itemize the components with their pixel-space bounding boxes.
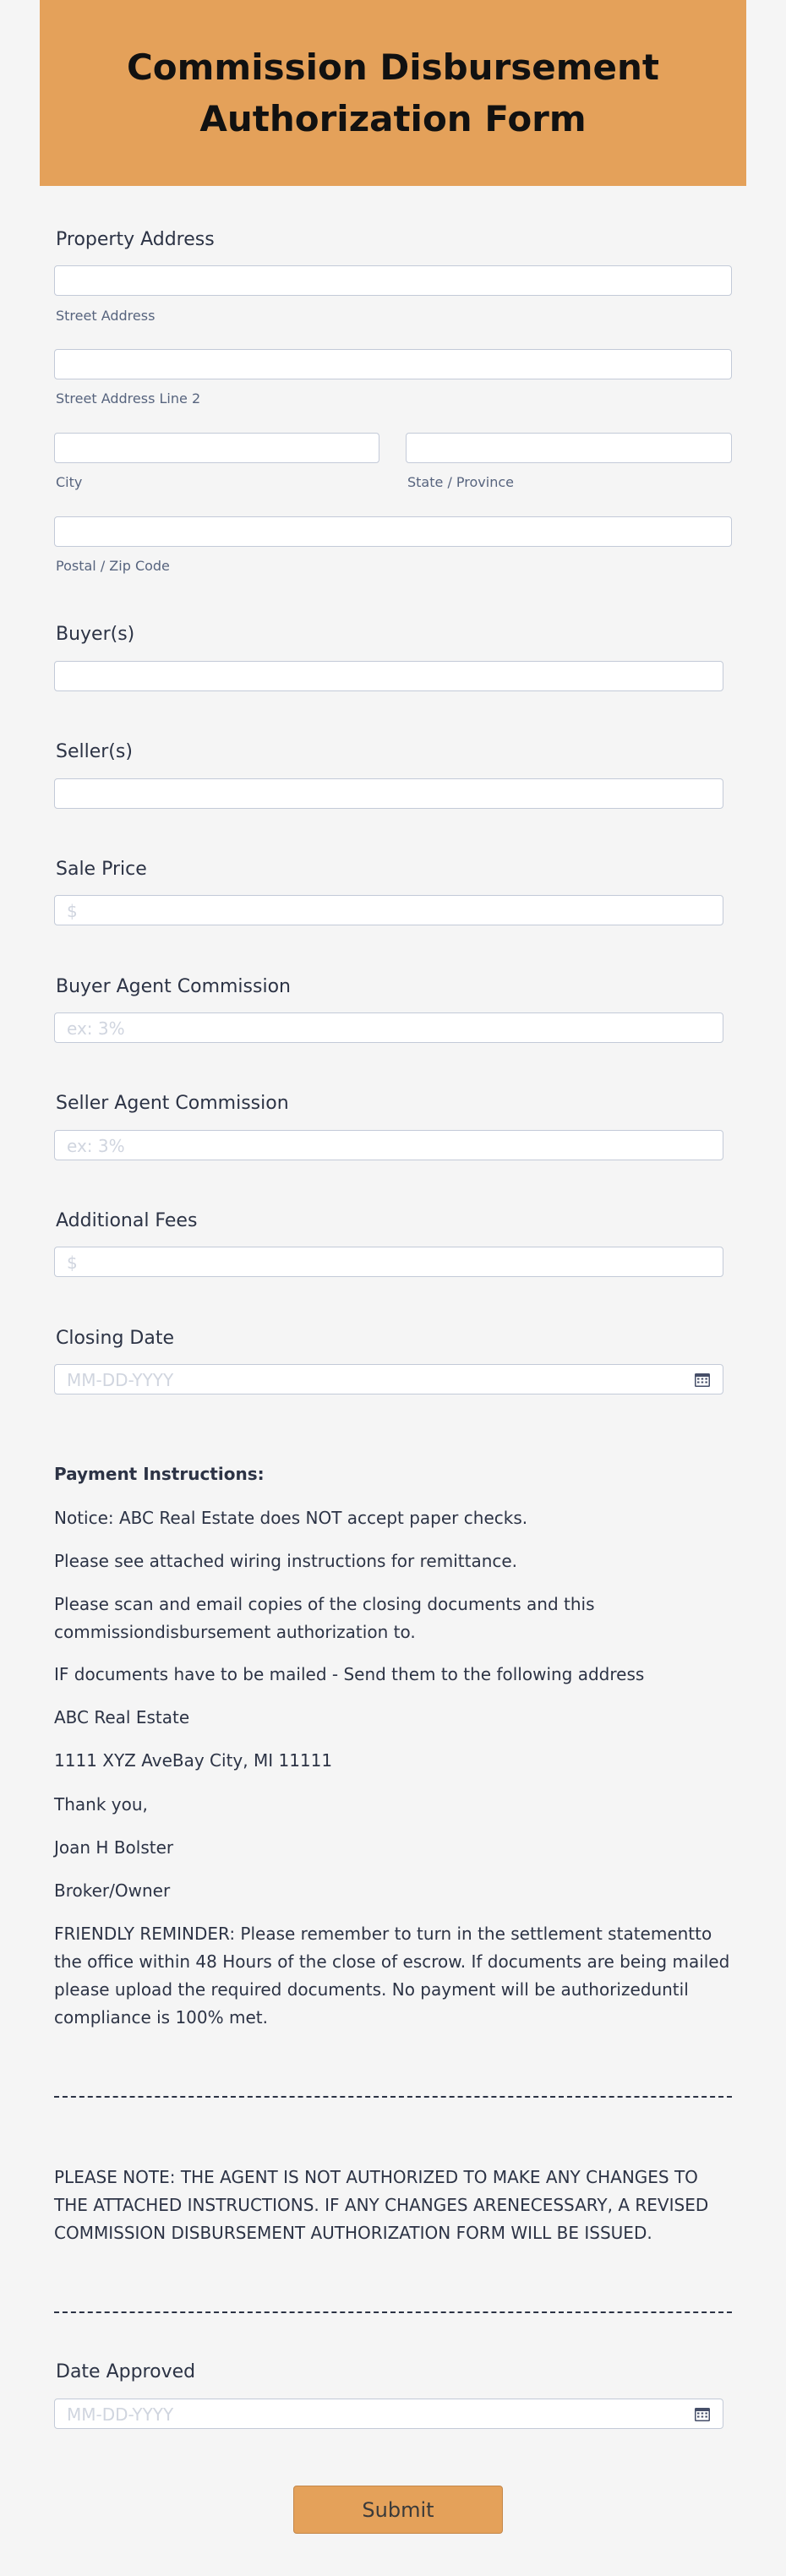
buyer-agent-commission-placeholder: ex: 3% [67,1018,125,1039]
buyers-label: Buyer(s) [56,624,135,645]
state-input[interactable] [406,433,732,463]
divider [54,2311,732,2313]
payment-heading: Payment Instructions: [54,1464,265,1484]
city-input[interactable] [54,433,379,463]
additional-fees-placeholder: $ [67,1253,78,1273]
closing-date-label: Closing Date [56,1328,174,1349]
submit-button[interactable]: Submit [293,2486,503,2534]
form-header [40,0,746,186]
please-note: PLEASE NOTE: THE AGENT IS NOT AUTHORIZED TO MAKE ANY CHANGES TO THE ATTACHED INSTRUCTIONS. IF ANY CHANGES ARENECESSARY, A REVISED COMMISSION DISBURSEMENT AUTHORIZATION FORM WILL BE ISSUED. [54,2167,709,2243]
date-approved-placeholder: MM-DD-YYYY [67,2404,174,2425]
additional-fees-input[interactable] [54,1247,723,1277]
sellers-input[interactable] [54,778,723,809]
seller-agent-commission-placeholder: ex: 3% [67,1136,125,1156]
payment-line: Please see attached wiring instructions for remittance. [54,1551,518,1571]
payment-line: IF documents have to be mailed - Send them to the following address [54,1664,645,1684]
payment-line: Thank you, [54,1794,148,1815]
buyer-agent-commission-input[interactable] [54,1012,723,1043]
sale-price-placeholder: $ [67,901,78,921]
seller-agent-commission-input[interactable] [54,1130,723,1160]
zip-sublabel: Postal / Zip Code [56,558,170,574]
buyer-agent-commission-label: Buyer Agent Commission [56,976,291,997]
property-address-label: Property Address [56,229,215,250]
payment-line: 1111 XYZ AveBay City, MI 11111 [54,1750,333,1771]
closing-date-input[interactable] [54,1364,723,1394]
zip-input[interactable] [54,516,732,547]
payment-line: Broker/Owner [54,1880,171,1901]
payment-line: ABC Real Estate [54,1707,190,1727]
date-approved-label: Date Approved [56,2361,196,2382]
date-approved-input[interactable] [54,2399,723,2429]
friendly-reminder: FRIENDLY REMINDER: Please remember to turn in the settlement statementto the office within 48 Hours of the close of escrow. If documents are being mailed please upload the required documents. No payment will be authorizeduntil compliance is 100% met. [54,1924,730,2028]
street-address-line2-input[interactable] [54,349,732,379]
divider [54,2096,732,2098]
city-sublabel: City [56,474,83,490]
street-address-line2-sublabel: Street Address Line 2 [56,390,201,407]
form-title: Commission Disbursement Authorization Form [126,46,660,139]
calendar-icon[interactable] [694,1372,711,1388]
sale-price-input[interactable] [54,895,723,925]
payment-line: Please scan and email copies of the closing documents and this commissiondisbursement authorization to. [54,1594,595,1642]
seller-agent-commission-label: Seller Agent Commission [56,1093,289,1114]
payment-line: Joan H Bolster [54,1837,174,1858]
buyers-input[interactable] [54,661,723,691]
street-address-sublabel: Street Address [56,308,156,324]
closing-date-placeholder: MM-DD-YYYY [67,1370,174,1390]
sellers-label: Seller(s) [56,741,133,762]
street-address-input[interactable] [54,265,732,296]
payment-line: Notice: ABC Real Estate does NOT accept paper checks. [54,1508,528,1528]
sale-price-label: Sale Price [56,859,147,880]
state-sublabel: State / Province [407,474,514,490]
calendar-icon[interactable] [694,2406,711,2422]
additional-fees-label: Additional Fees [56,1210,198,1231]
